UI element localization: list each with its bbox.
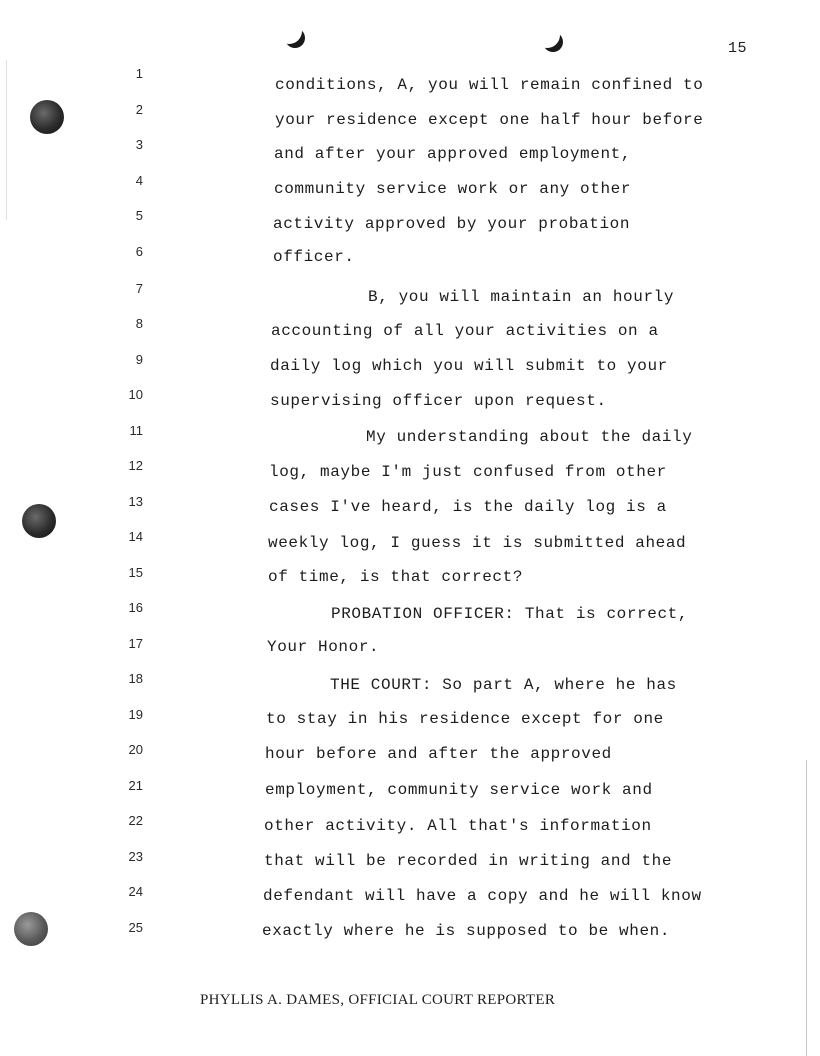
transcript-line: employment, community service work and <box>265 781 653 799</box>
line-number: 19 <box>128 707 143 722</box>
line-number: 23 <box>128 849 143 864</box>
line-number: 18 <box>128 671 143 686</box>
line-number: 17 <box>128 636 143 651</box>
transcript-line: log, maybe I'm just confused from other <box>269 463 667 481</box>
line-number: 4 <box>135 173 143 188</box>
transcript-line: exactly where he is supposed to be when. <box>262 922 671 940</box>
line-number: 25 <box>128 920 143 935</box>
line-number: 6 <box>135 244 143 259</box>
line-number: 10 <box>128 387 143 402</box>
transcript-line: activity approved by your probation <box>273 215 631 233</box>
line-number: 14 <box>128 529 143 544</box>
scan-edge-left <box>6 60 7 220</box>
scan-edge-right <box>806 760 807 1056</box>
line-number: 7 <box>135 281 143 296</box>
transcript-line: defendant will have a copy and he will know <box>263 887 702 905</box>
transcript-line: supervising officer upon request. <box>270 392 607 410</box>
transcript-line: weekly log, I guess it is submitted ahead <box>268 534 687 552</box>
transcript-line: accounting of all your activities on a <box>271 322 659 340</box>
line-number: 13 <box>128 494 143 509</box>
line-number: 22 <box>128 813 143 828</box>
transcript-line: and after your approved employment, <box>274 145 632 163</box>
binder-hole-middle <box>22 504 56 538</box>
line-number: 11 <box>129 423 143 438</box>
transcript-line: of time, is that correct? <box>268 568 524 586</box>
line-number: 16 <box>128 600 143 615</box>
line-number: 21 <box>128 778 143 793</box>
line-number: 8 <box>135 316 143 331</box>
transcript-line: My understanding about the daily <box>366 428 693 446</box>
line-number: 2 <box>135 102 143 117</box>
line-number: 5 <box>135 208 143 223</box>
transcript-line: officer. <box>273 248 355 266</box>
line-number: 1 <box>135 66 143 81</box>
staple-mark-left <box>276 18 302 44</box>
line-number: 3 <box>135 137 143 152</box>
line-number: 24 <box>128 884 143 899</box>
transcript-line: community service work or any other <box>274 180 632 198</box>
transcript-line: that will be recorded in writing and the <box>264 852 673 870</box>
line-number: 15 <box>128 565 143 580</box>
line-number: 20 <box>128 742 143 757</box>
transcript-line: conditions, A, you will remain confined to <box>275 76 704 94</box>
transcript-line: hour before and after the approved <box>265 745 612 763</box>
transcript-line: Your Honor. <box>267 638 380 656</box>
transcript-line: your residence except one half hour before <box>275 111 704 129</box>
transcript-line: cases I've heard, is the daily log is a <box>269 498 667 516</box>
transcript-line: B, you will maintain an hourly <box>368 288 675 306</box>
line-number: 12 <box>128 458 143 473</box>
line-number: 9 <box>135 352 143 367</box>
binder-hole-bottom <box>14 912 48 946</box>
transcript-line: to stay in his residence except for one <box>266 710 664 728</box>
page-number: 15 <box>728 40 748 57</box>
transcript-line: PROBATION OFFICER: That is correct, <box>331 605 689 623</box>
binder-hole-top <box>30 100 64 134</box>
staple-mark-right <box>534 22 560 48</box>
transcript-line: THE COURT: So part A, where he has <box>330 676 677 694</box>
transcript-line: daily log which you will submit to your <box>270 357 668 375</box>
transcript-line: other activity. All that's information <box>264 817 652 835</box>
court-reporter-footer: PHYLLIS A. DAMES, OFFICIAL COURT REPORTER <box>200 992 556 1008</box>
